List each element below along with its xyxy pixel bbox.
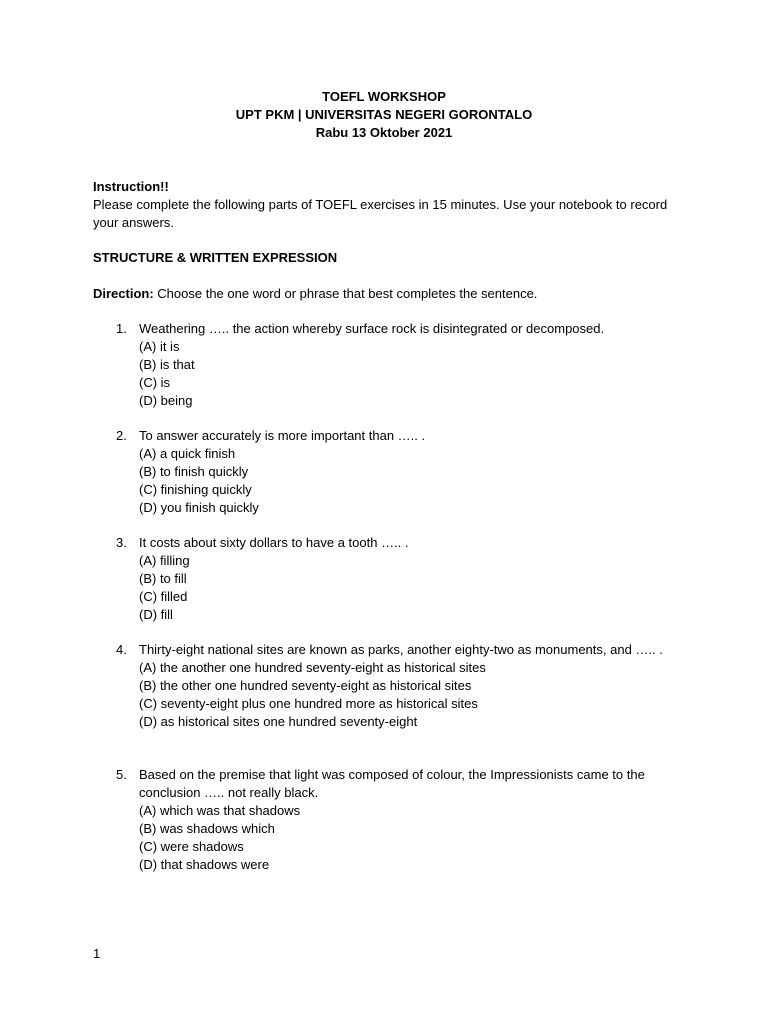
question-2 bbox=[116, 427, 676, 517]
option-b: (B) is that bbox=[139, 357, 195, 372]
question-number: 4. bbox=[116, 642, 127, 657]
question-number: 1. bbox=[116, 321, 127, 336]
question-number: 2. bbox=[116, 428, 127, 443]
option-b: (B) was shadows which bbox=[139, 821, 275, 836]
section-title: STRUCTURE & WRITTEN EXPRESSION bbox=[93, 250, 338, 265]
page-number: 1 bbox=[93, 946, 101, 961]
question-5 bbox=[116, 766, 676, 874]
option-a: (A) it is bbox=[139, 339, 180, 354]
question-1 bbox=[116, 320, 676, 410]
question-stem: Thirty-eight national sites are known as parks, another eighty-two as monuments, and ….. . bbox=[139, 642, 663, 657]
header-date: Rabu 13 Oktober 2021 bbox=[315, 125, 453, 140]
option-d: (D) being bbox=[139, 393, 193, 408]
direction-label: Direction: bbox=[93, 286, 154, 301]
option-c: (C) filled bbox=[139, 589, 188, 604]
option-a: (A) a quick finish bbox=[139, 446, 236, 461]
option-b: (B) to fill bbox=[139, 571, 187, 586]
question-4 bbox=[116, 641, 676, 731]
instruction-block bbox=[93, 178, 683, 232]
question-stem: Based on the premise that light was composed of colour, the Impressionists came to the conclusion ….. not really black. bbox=[139, 767, 645, 800]
option-b: (B) to finish quickly bbox=[139, 464, 249, 479]
question-3 bbox=[116, 534, 676, 624]
document-header bbox=[0, 88, 768, 142]
option-a: (A) which was that shadows bbox=[139, 803, 301, 818]
question-stem: Weathering ….. the action whereby surface rock is disintegrated or decomposed. bbox=[139, 321, 605, 336]
option-c: (C) were shadows bbox=[139, 839, 244, 854]
question-stem: To answer accurately is more important than ….. . bbox=[139, 428, 426, 443]
direction-text: Choose the one word or phrase that best completes the sentence. bbox=[153, 286, 538, 301]
option-d: (D) that shadows were bbox=[139, 857, 270, 872]
option-c: (C) is bbox=[139, 375, 171, 390]
question-stem: It costs about sixty dollars to have a tooth ….. . bbox=[139, 535, 409, 550]
option-d: (D) you finish quickly bbox=[139, 500, 259, 515]
option-a: (A) the another one hundred seventy-eight as historical sites bbox=[139, 660, 486, 675]
instruction-heading: Instruction!! bbox=[93, 179, 169, 194]
option-a: (A) filling bbox=[139, 553, 190, 568]
option-c: (C) seventy-eight plus one hundred more as historical sites bbox=[139, 696, 478, 711]
instruction-text: Please complete the following parts of TOEFL exercises in 15 minutes. Use your notebook to record your answers. bbox=[93, 197, 668, 230]
option-b: (B) the other one hundred seventy-eight as historical sites bbox=[139, 678, 472, 693]
option-d: (D) fill bbox=[139, 607, 173, 622]
header-institution: UPT PKM | UNIVERSITAS NEGERI GORONTALO bbox=[235, 107, 533, 122]
direction-line bbox=[93, 285, 683, 303]
question-number: 3. bbox=[116, 535, 127, 550]
option-c: (C) finishing quickly bbox=[139, 482, 252, 497]
option-d: (D) as historical sites one hundred seventy-eight bbox=[139, 714, 418, 729]
header-title: TOEFL WORKSHOP bbox=[322, 89, 446, 104]
question-number: 5. bbox=[116, 767, 127, 782]
